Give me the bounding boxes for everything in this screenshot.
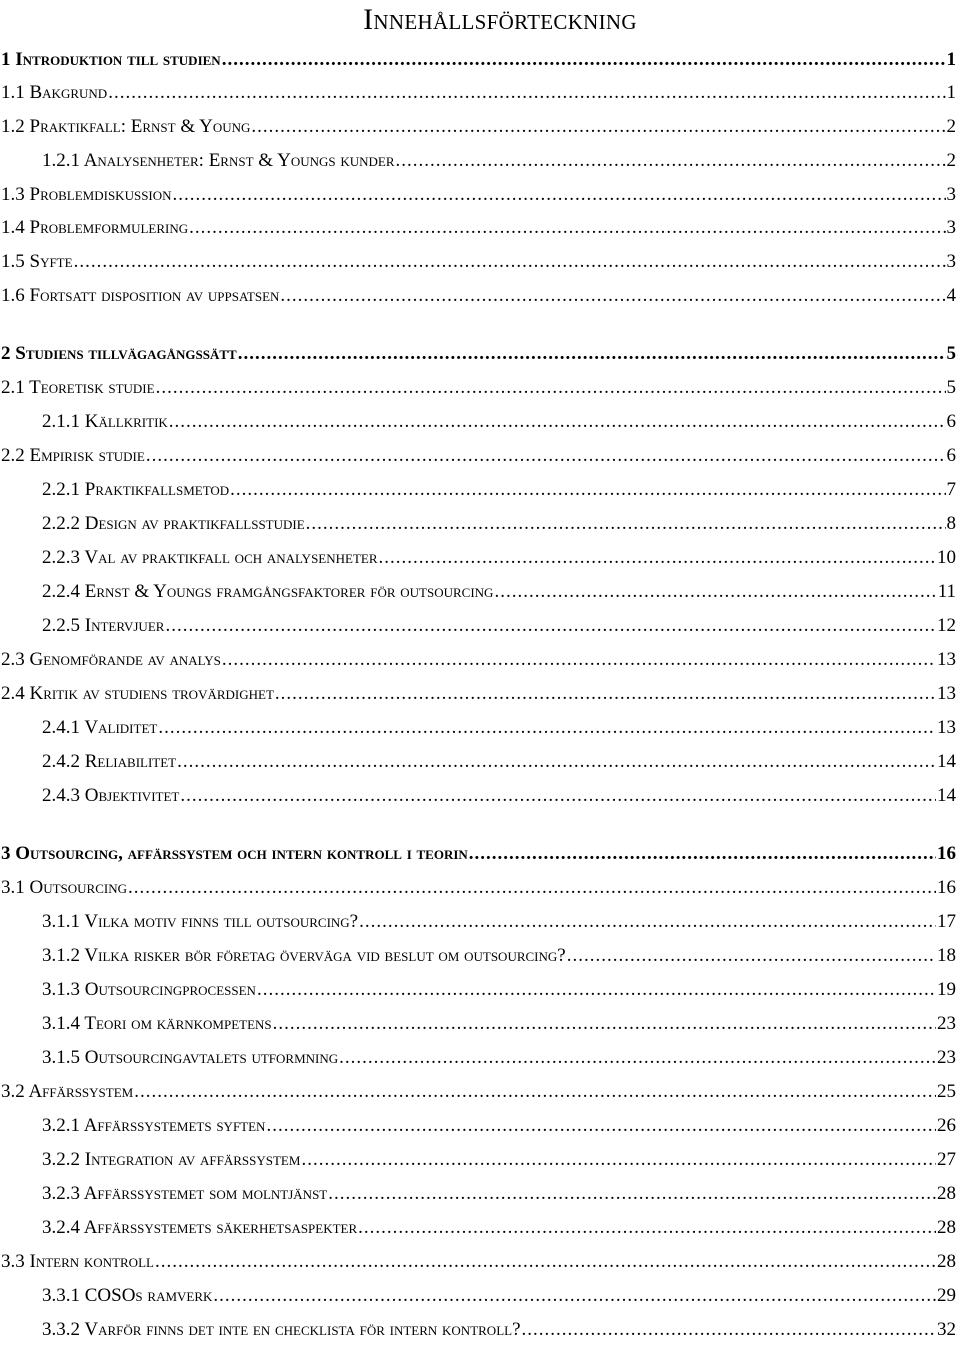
toc-dot-leader (522, 1315, 936, 1345)
toc-entry[interactable] (0, 611, 956, 641)
toc-entry[interactable] (0, 543, 956, 573)
toc-entry-page-number: 29 (937, 1285, 956, 1306)
toc-dot-leader (273, 1009, 936, 1039)
toc-dot-leader (177, 747, 936, 777)
toc-entry-page-number: 32 (937, 1319, 956, 1340)
toc-entry-title: 1.2 Praktikfall: Ernst & Young (1, 116, 251, 137)
toc-entry-page-number: 8 (946, 513, 956, 534)
toc-entry-title: 2 Studiens tillvägagångssätt (1, 343, 237, 364)
toc-entry-page-number: 26 (937, 1115, 956, 1136)
toc-entry-page-number: 16 (937, 877, 956, 898)
toc-entry-page-number: 3 (946, 251, 956, 272)
toc-dot-leader (108, 78, 945, 108)
toc-entry-title: 3.3.2 Varför finns det inte en checklista för intern kontroll? (42, 1319, 521, 1340)
toc-entry[interactable] (0, 941, 956, 971)
toc-dot-leader (222, 45, 946, 75)
toc-entry-title: 2.2.2 Design av praktikfallsstudie (42, 513, 305, 534)
toc-entry-title: 2.1 Teoretisk studie (1, 377, 155, 398)
toc-entry-title: 3.2.1 Affärssystemets syften (42, 1115, 266, 1136)
toc-entry-page-number: 3 (946, 184, 956, 205)
toc-entry-title: 3.3 Intern kontroll (1, 1251, 154, 1272)
toc-dot-leader (328, 1179, 936, 1209)
toc-entry[interactable] (0, 475, 956, 505)
toc-entry-page-number: 28 (937, 1183, 956, 1204)
toc-entry[interactable] (0, 1077, 956, 1107)
toc-entry[interactable] (0, 1247, 956, 1277)
toc-dot-leader (158, 713, 936, 743)
toc-entry[interactable] (0, 441, 956, 471)
toc-entry[interactable] (0, 577, 956, 607)
toc-entry[interactable] (0, 247, 956, 277)
toc-dot-leader (128, 873, 936, 903)
toc-entry[interactable] (0, 713, 956, 743)
toc-entry-title: 2.4.3 Objektivitet (42, 785, 180, 806)
toc-entry[interactable] (0, 339, 956, 369)
toc-dot-leader (155, 1247, 936, 1277)
toc-entry[interactable] (0, 407, 956, 437)
toc-dot-leader (134, 1077, 936, 1107)
toc-dot-leader (251, 112, 945, 142)
toc-entry-page-number: 18 (937, 945, 956, 966)
toc-dot-leader (180, 781, 936, 811)
toc-entry[interactable] (0, 1281, 956, 1311)
toc-entry-title: 1.5 Syfte (1, 251, 73, 272)
toc-entry[interactable] (0, 180, 956, 210)
toc-entry[interactable] (0, 1043, 956, 1073)
toc-entry[interactable] (0, 873, 956, 903)
toc-entry-title: 2.1.1 Källkritik (42, 411, 168, 432)
toc-entry[interactable] (0, 146, 956, 176)
toc-entry-title: 3 Outsourcing, affärssystem och intern kontroll i teorin (1, 843, 468, 864)
toc-entry-page-number: 3 (946, 217, 956, 238)
toc-dot-leader (280, 281, 945, 311)
toc-entry-page-number: 6 (946, 445, 956, 466)
toc-dot-leader (567, 941, 936, 971)
toc-entry-title: 1.6 Fortsatt disposition av uppsatsen (1, 285, 280, 306)
page-title: Innehållsförteckning (363, 3, 637, 36)
toc-dot-leader (230, 475, 945, 505)
toc-entry-page-number: 28 (937, 1251, 956, 1272)
toc-entry-title: 1.2.1 Analysenheter: Ernst & Youngs kunder (42, 150, 395, 171)
toc-entry-title: 2.4 Kritik av studiens trovärdighet (1, 683, 274, 704)
toc-dot-leader (189, 213, 945, 243)
toc-entry[interactable] (0, 1111, 956, 1141)
toc-dot-leader (494, 577, 936, 607)
toc-dot-leader (213, 1281, 936, 1311)
toc-entry-page-number: 6 (946, 411, 956, 432)
toc-entry-page-number: 5 (946, 343, 956, 364)
toc-entry[interactable] (0, 1315, 956, 1345)
toc-entry[interactable] (0, 1213, 956, 1243)
toc-entry-page-number: 17 (937, 911, 956, 932)
toc-entry[interactable] (0, 373, 956, 403)
toc-entry-page-number: 23 (937, 1013, 956, 1034)
toc-dot-leader (396, 146, 946, 176)
toc-dot-leader (306, 509, 946, 539)
toc-entry-page-number: 28 (937, 1217, 956, 1238)
toc-entry-title: 3.2.2 Integration av affärssystem (42, 1149, 301, 1170)
toc-dot-leader (156, 373, 946, 403)
toc-entry-title: 3.1.4 Teori om kärnkompetens (42, 1013, 272, 1034)
toc-entry-page-number: 4 (946, 285, 956, 306)
toc-dot-leader (266, 1111, 936, 1141)
toc-entry-page-number: 23 (937, 1047, 956, 1068)
toc-entry-page-number: 13 (937, 717, 956, 738)
toc-entry-page-number: 11 (937, 581, 956, 602)
toc-entry-page-number: 1 (946, 82, 956, 103)
toc-dot-leader (257, 975, 936, 1005)
toc-entry-page-number: 16 (937, 843, 956, 864)
toc-entry[interactable] (0, 747, 956, 777)
toc-entry[interactable] (0, 78, 956, 108)
toc-entry-page-number: 14 (937, 751, 956, 772)
toc-entry[interactable] (0, 679, 956, 709)
toc-entry-page-number: 2 (946, 116, 956, 137)
toc-entry[interactable] (0, 112, 956, 142)
toc-entry-title: 1 Introduktion till studien (1, 49, 221, 70)
toc-dot-leader (339, 1043, 936, 1073)
toc-entry[interactable] (0, 1145, 956, 1175)
toc-entry-title: 2.2.3 Val av praktikfall och analysenheter (42, 547, 378, 568)
toc-entry-title: 1.3 Problemdiskussion (1, 184, 172, 205)
toc-entry-page-number: 10 (937, 547, 956, 568)
toc-entry-title: 2.2.1 Praktikfallsmetod (42, 479, 230, 500)
toc-entry-title: 3.1.2 Vilka risker bör företag överväga vid beslut om outsourcing? (42, 945, 566, 966)
toc-entry-title: 1.1 Bakgrund (1, 82, 108, 103)
toc-entry[interactable] (0, 907, 956, 937)
toc-entry[interactable] (0, 1009, 956, 1039)
toc-entry-page-number: 1 (946, 49, 956, 70)
toc-entry-title: 2.3 Genomförande av analys (1, 649, 221, 670)
toc-entry[interactable] (0, 645, 956, 675)
toc-dot-leader (469, 839, 936, 869)
toc-dot-leader (222, 645, 936, 675)
toc-entry-page-number: 14 (937, 785, 956, 806)
toc-dot-leader (74, 247, 946, 277)
toc-dot-leader (238, 339, 946, 369)
toc-dot-leader (379, 543, 936, 573)
toc-entry-title: 3.1.1 Vilka motiv finns till outsourcing? (42, 911, 359, 932)
toc-entry-page-number: 7 (946, 479, 956, 500)
toc-entry[interactable] (0, 1179, 956, 1209)
toc-entry-title: 3.1 Outsourcing (1, 877, 128, 898)
toc-entry[interactable] (0, 281, 956, 311)
toc-entry-title: 3.1.5 Outsourcingavtalets utformning (42, 1047, 339, 1068)
toc-entry-title: 3.2.3 Affärssystemet som molntjänst (42, 1183, 328, 1204)
toc-dot-leader (301, 1145, 936, 1175)
toc-entry-page-number: 27 (937, 1149, 956, 1170)
toc-dot-leader (165, 611, 936, 641)
toc-entry-page-number: 13 (937, 683, 956, 704)
toc-entry-title: 3.2 Affärssystem (1, 1081, 134, 1102)
toc-entry-page-number: 19 (937, 979, 956, 1000)
toc-entry-title: 3.3.1 COSOs ramverk (42, 1285, 213, 1306)
toc-dot-leader (173, 180, 946, 210)
toc-entry[interactable] (0, 781, 956, 811)
toc-entry-page-number: 5 (946, 377, 956, 398)
toc-entry[interactable] (0, 839, 956, 869)
toc-entry-page-number: 25 (937, 1081, 956, 1102)
toc-entry-page-number: 2 (946, 150, 956, 171)
toc-entry-page-number: 12 (937, 615, 956, 636)
toc-entry-title: 2.4.1 Validitet (42, 717, 158, 738)
toc-entry-title: 2.2.5 Intervjuer (42, 615, 165, 636)
toc-entry-title: 2.4.2 Reliabilitet (42, 751, 177, 772)
toc-entry-title: 1.4 Problemformulering (1, 217, 189, 238)
toc-entry-title: 3.1.3 Outsourcingprocessen (42, 979, 256, 1000)
toc-entry[interactable] (0, 45, 956, 75)
toc-dot-leader (359, 907, 936, 937)
toc-entry[interactable] (0, 213, 956, 243)
toc-dot-leader (146, 441, 946, 471)
toc-entry-title: 2.2.4 Ernst & Youngs framgångsfaktorer för outsourcing (42, 581, 494, 602)
toc-entry-title: 3.2.4 Affärssystemets säkerhetsaspekter (42, 1217, 358, 1238)
toc-entry-page-number: 13 (937, 649, 956, 670)
toc-entry[interactable] (0, 509, 956, 539)
toc-entry[interactable] (0, 975, 956, 1005)
toc-dot-leader (169, 407, 946, 437)
toc-dot-leader (275, 679, 936, 709)
toc-dot-leader (358, 1213, 936, 1243)
toc-entry-title: 2.2 Empirisk studie (1, 445, 145, 466)
